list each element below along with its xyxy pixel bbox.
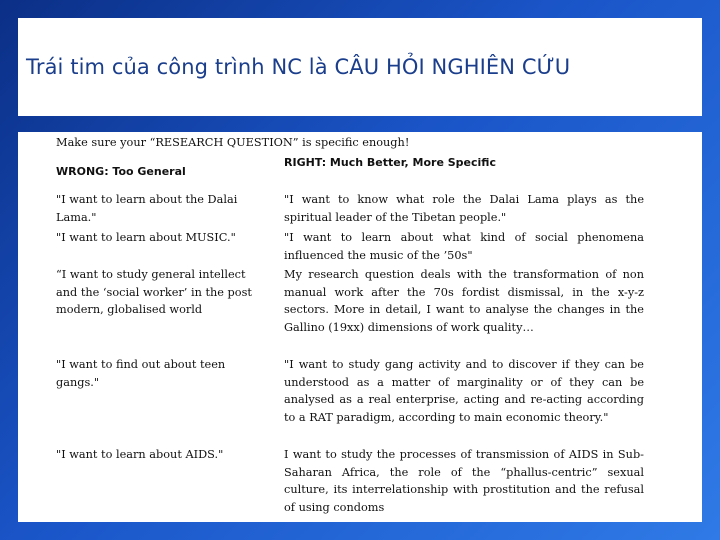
slide-title: Trái tim của công trình NC là CÂU HỎI NGHIÊN CỨU <box>26 55 571 79</box>
wrong-column-header: WRONG: Too General <box>56 165 186 178</box>
right-example: "I want to know what role the Dalai Lama plays as the spiritual leader of the Tibetan people." <box>284 193 644 224</box>
right-example: I want to study the processes of transmission of AIDS in Sub-Saharan Africa, the role of the “phallus-centric” sexual culture, its interrelationship with prostitution and the refusal of using condoms <box>284 448 644 514</box>
wrong-example: "I want to learn about the Dalai Lama." <box>56 193 238 224</box>
wrong-example: "I want to learn about MUSIC." <box>56 231 236 244</box>
wrong-example: "I want to find out about teen gangs." <box>56 358 226 389</box>
right-example: My research question deals with the transformation of non manual work after the 70s fordist dismissal, in the x-y-z sectors. More in detail, I want to analyse the changes in the Gallino (19xx) dimensions of work quality… <box>284 268 644 334</box>
wrong-example: "I want to learn about AIDS." <box>56 448 224 461</box>
right-column-header: RIGHT: Much Better, More Specific <box>284 156 496 169</box>
right-example: "I want to learn about what kind of social phenomena influenced the music of the ’50s" <box>284 231 644 262</box>
title-box <box>18 18 702 116</box>
right-example: "I want to study gang activity and to discover if they can be understood as a matter of marginality or of they can be analysed as a real enterprise, acting and re-acting according to a RAT paradigm, according to main economic theory." <box>284 358 644 424</box>
wrong-example: “I want to study general intellect and the ‘social worker’ in the post modern, globalised world <box>56 268 252 317</box>
table-heading: Make sure your “RESEARCH QUESTION” is specific enough! <box>56 136 410 149</box>
content-image <box>18 132 702 522</box>
